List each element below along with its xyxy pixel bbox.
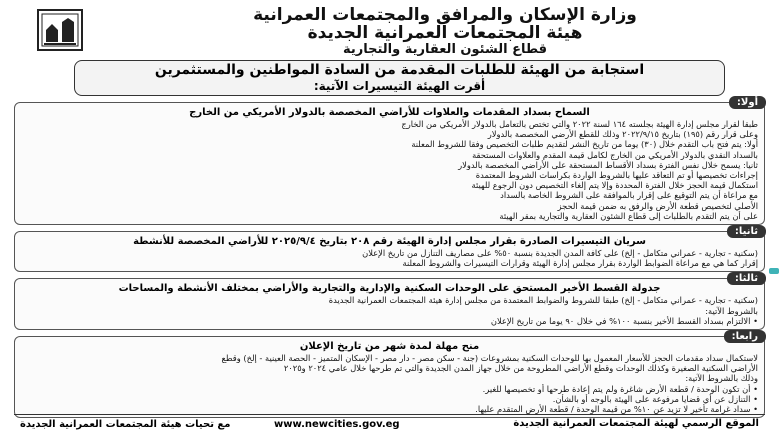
section-fourth [14, 331, 765, 418]
text-line: بالشروط الآتية: [705, 305, 758, 316]
text-line: لاستكمال سداد مقدمات الحجز للأسعار المعمول بها للوحدات السكنية بمشروعات (جنة - سكن مصر - دار مصر - الإسكان المتميز - الحصة العينية - إلخ) وقطع [221, 353, 758, 364]
text-line: الأراضي السكنية الصغيرة وكذلك الوحدات وقطع الأراضي المطروحة من خلال جهاز المدن الجديدة والتي تم طرحها خلال عامي ٢٠٢٤ و٢٠٢٥ [283, 363, 758, 374]
text-line: بالسداد النقدي بالدولار الأمريكي من الخارج لكامل قيمة المقدم والعلاوات المستحقة [472, 149, 758, 160]
text-line: وذلك بالشروط الآتية: [685, 373, 758, 384]
footer-site-label: الموقع الرسمي لهيئة المجتمعات العمرانية الجديدة [513, 418, 759, 429]
section-heading: منح مهلة لمدة شهر من تاريخ الإعلان [299, 341, 480, 353]
text-line: إقرار كما هي مع مراعاة الضوابط الواردة بقرار مجلس إدارة الهيئة وقرارات التيسيرات والشروط المعلنة [402, 258, 758, 269]
ministry-heading [165, 6, 725, 57]
text-line: استكمال قيمة الحجز خلال الفترة المحددة وإلا يتم إلغاء التخصيص دون الرجوع للهيئة [471, 180, 758, 191]
text-line: مع مراعاة أن يتم التوقيع على إقرار بالموافقة على الشروط الخاصة بالسداد [500, 190, 758, 201]
text-line: وعلى قرار رقم (١٩٥) بتاريخ ٢٠٢٢/٩/١٥ وذلك للقطع الأرضي المخصصة بالدولار [487, 129, 758, 140]
website-link[interactable]: www.newcities.gov.eg [274, 419, 400, 430]
section-first [14, 97, 765, 225]
section-heading: جدولة القسط الأخير المستحق على الوحدات السكنية والإدارية والتجارية والأراضي بمختلف الأنشطة والمساحات [118, 283, 661, 295]
text-line: • التنازل عن أي قضايا مرفوعة على الهيئة بالوجه أو بالشأن. [552, 393, 758, 404]
text-line: • أن تكون الوحدة / قطعة الأرض شاغرة ولم يتم إعادة طرحها أو تخصيصها للغير. [482, 383, 758, 394]
footer [14, 414, 765, 437]
text-line: طبقا لقرار مجلس إدارة الهيئة بجلسته ١٦٤ لسنة ٢٠٢٢ والتي تختص بالتعامل بالدولار الأمريكي من الخارج [401, 119, 758, 129]
section-number: ثانيا: [727, 225, 766, 238]
text-line: (سكنية - تجارية - عمراني متكامل - إلخ) طبقا للشروط والضوابط المعتمدة من مجلس إدارة هيئة المجتمعات العمرانية الجديدة [328, 295, 758, 306]
text-line: ثانيا: يسمح خلال نفس الفترة بسداد الأقساط المستحقة على الأراضي المخصصة بالدولار [458, 159, 758, 170]
text-line: على أن يتم التقدم بالطلبات إلى قطاع الشئون العقارية والتجارية بمقر الهيئة [499, 210, 758, 221]
section-number: رابعا: [724, 330, 766, 343]
section-heading: سريان التيسيرات الصادرة بقرار مجلس إدارة الهيئة رقم ٢٠٨ بتاريخ ٢٠٢٥/٩/٤ للأراضي المخصصة للأنشطة [133, 236, 646, 248]
text-line: (سكنية - تجارية - عمراني متكامل - إلخ) على كافة المدن الجديدة بنسبة ٥٠% على مصاريف التنازل من تاريخ الإعلان [362, 248, 758, 259]
header [14, 4, 765, 58]
text-line: • سداد غرامة تأخير لا تزيد عن ١٠% من قيمة الوحدة / قطعة الأرض المتقدم عليها. [475, 404, 758, 415]
sector-name: قطاع الشئون العقارية والتجارية [342, 42, 548, 57]
authority-name: هيئة المجتمعات العمرانية الجديدة [307, 23, 583, 43]
banner-subtitle: أقرت الهيئة التيسيرات الآتية: [313, 79, 486, 93]
authority-logo [36, 8, 84, 52]
text-line: أولا: يتم فتح باب التقدم خلال (٣٠) يوما من تاريخ النشر لتقديم طلبات التخصيص وفقا للشروط المعلنة [411, 139, 758, 150]
section-second [14, 226, 765, 272]
highlight-marker [769, 268, 779, 274]
title-banner [74, 60, 725, 96]
section-third [14, 273, 765, 330]
text-line: إجراءات تخصيصها أو تم التعاقد عليها بالشروط الواردة بكراسات الشروط المعتمدة [475, 170, 758, 181]
section-heading: السماح بسداد المقدمات والعلاوات للأراضي المخصصة بالدولار الأمريكي من الخارج [189, 107, 590, 118]
banner-title: استجابة من الهيئة للطلبات المقدمة من السادة المواطنين والمستثمرين [154, 62, 645, 78]
section-number: ثالثا: [727, 272, 766, 285]
footer-greeting: مع تحيات هيئة المجتمعات العمرانية الجديدة [20, 419, 231, 430]
section-number: أولا: [729, 96, 766, 109]
ministry-name: وزارة الإسكان والمرافق والمجتمعات العمرانية [253, 5, 637, 25]
text-line: • الالتزام بسداد القسط الأخير بنسبة ١٠٠% في خلال ٩٠ يوما من تاريخ الإعلان [490, 315, 758, 326]
text-line: الأصلي لتخصيص قطعة الأرض والرفق به ضمن قيمة الحجز [557, 200, 758, 211]
